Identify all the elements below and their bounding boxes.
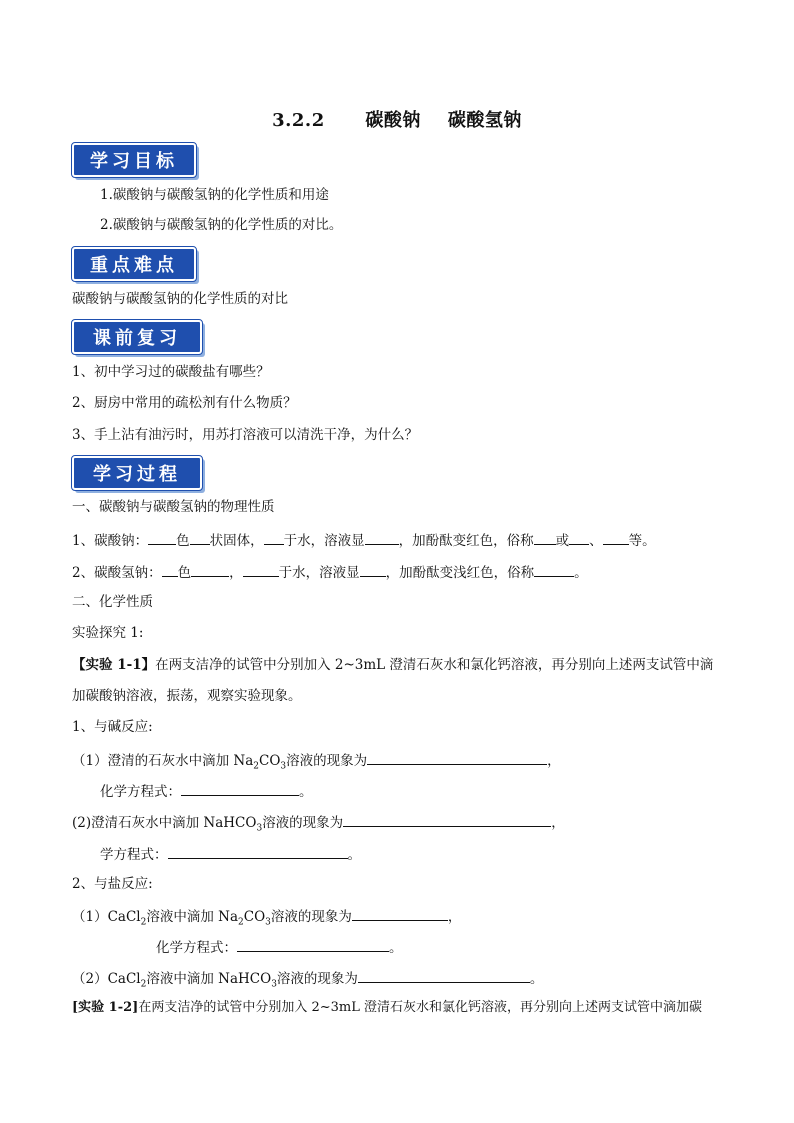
text: 溶液的现象为	[262, 815, 344, 831]
text: 状固体，	[209, 533, 264, 549]
text: 溶液的现象为	[276, 971, 358, 987]
blank[interactable]	[365, 529, 399, 545]
subheading-base: 1、与碱反应:	[72, 719, 153, 735]
text: 在两支洁净的试管中分别加入 2~3mL 澄清石灰水和氯化钙溶液，再分别向上述两支试管中滴	[155, 657, 714, 673]
text: ，	[447, 909, 462, 925]
text: CO	[243, 909, 266, 925]
text: 色	[177, 565, 192, 581]
subscript: 2	[140, 917, 147, 928]
answer-blank[interactable]	[352, 905, 448, 921]
text: 、	[589, 533, 603, 549]
text: ，	[229, 565, 243, 581]
section-tag-review: 课前复习	[72, 320, 202, 354]
explore-label: 实验探究 1:	[72, 625, 144, 641]
text: 于水，溶液显	[283, 533, 365, 549]
text: CO	[258, 753, 281, 769]
text: 。	[529, 971, 544, 987]
heading-chemical: 二、化学性质	[72, 594, 153, 610]
subscript: 3	[271, 979, 277, 990]
subscript: 3	[280, 761, 287, 772]
answer-blank[interactable]	[358, 967, 530, 983]
section-tag-goals: 学习目标	[72, 143, 196, 177]
blank[interactable]	[190, 529, 210, 545]
question-2	[72, 811, 565, 833]
text: 化学方程式：	[100, 784, 181, 800]
text: 或	[555, 533, 570, 549]
nahco3-label: 2、碳酸氢钠：	[72, 565, 162, 581]
blank[interactable]	[603, 529, 629, 545]
question-1	[72, 749, 561, 771]
goal-item-1: 1.碳酸钠与碳酸氢钠的化学性质和用途	[100, 187, 329, 203]
blank[interactable]	[162, 561, 178, 577]
text: ，	[547, 753, 561, 769]
blank[interactable]	[534, 561, 574, 577]
question-3	[72, 905, 461, 927]
answer-blank[interactable]	[237, 936, 389, 952]
nahco3-fill-line	[72, 561, 588, 583]
text: ，加酚酞变红色，俗称	[398, 533, 534, 549]
text: 。	[347, 847, 361, 863]
review-question-2: 2、厨房中常用的疏松剂有什么物质？	[72, 395, 297, 411]
subscript: 3	[265, 917, 271, 928]
answer-blank[interactable]	[343, 811, 551, 827]
text: 色	[176, 533, 190, 549]
page-title: 3.2.2 碳酸钠 碳酸氢钠	[272, 110, 522, 131]
blank[interactable]	[360, 561, 386, 577]
blank[interactable]	[148, 529, 176, 545]
blank[interactable]	[243, 561, 279, 577]
answer-blank[interactable]	[181, 780, 299, 796]
text: （1）澄清的石灰水中滴加 Na	[72, 753, 254, 769]
question-4	[72, 967, 543, 989]
section-tag-key: 重点难点	[72, 247, 196, 281]
blank[interactable]	[191, 561, 229, 577]
subscript: 3	[256, 823, 263, 834]
equation-3	[156, 936, 403, 958]
equation-2	[100, 843, 361, 865]
answer-blank[interactable]	[168, 843, 348, 859]
subheading-salt: 2、与盐反应:	[72, 876, 153, 892]
text: 溶液的现象为	[270, 909, 352, 925]
experiment-2-line-1	[72, 998, 702, 1018]
experiment-1-line-2: 加碳酸钠溶液，振荡，观察实验现象。	[72, 688, 302, 704]
text: 。	[574, 565, 588, 581]
subscript: 2	[140, 979, 147, 990]
experiment-1-label: 【实验 1-1】	[72, 657, 156, 673]
text: (2)澄清石灰水中滴加 NaHCO	[72, 815, 257, 831]
text: ，	[551, 815, 565, 831]
blank[interactable]	[569, 529, 589, 545]
review-question-3: 3、手上沾有油污时，用苏打溶液可以清洗干净，为什么？	[72, 427, 419, 443]
text: ，加酚酞变浅红色，俗称	[385, 565, 535, 581]
text: 在两支洁净的试管中分别加入 2~3mL 澄清石灰水和氯化钙溶液，再分别向上述两支试管中滴加碳	[138, 1000, 702, 1015]
text: 学方程式：	[100, 847, 168, 863]
equation-1	[100, 780, 313, 802]
text: 化学方程式：	[156, 940, 237, 956]
na2co3-label: 1、碳酸钠：	[72, 533, 149, 549]
answer-blank[interactable]	[367, 749, 547, 765]
text: 。	[389, 940, 403, 956]
experiment-2-label: [实验 1-2]	[72, 1000, 139, 1015]
review-question-1: 1、初中学习过的碳酸盐有哪些？	[72, 364, 270, 380]
text: （1）CaCl	[72, 909, 141, 925]
heading-physical: 一、碳酸钠与碳酸氢钠的物理性质	[72, 499, 275, 515]
text: 等。	[628, 533, 656, 549]
blank[interactable]	[264, 529, 284, 545]
goal-item-2: 2.碳酸钠与碳酸氢钠的化学性质的对比。	[100, 217, 343, 233]
subscript: 2	[253, 761, 259, 772]
na2co3-fill-line	[72, 529, 656, 551]
text: 溶液中滴加 NaHCO	[146, 971, 272, 987]
text: 。	[299, 784, 313, 800]
section-tag-process: 学习过程	[72, 456, 202, 490]
blank[interactable]	[534, 529, 556, 545]
text: 于水，溶液显	[278, 565, 360, 581]
key-text: 碳酸钠与碳酸氢钠的化学性质的对比	[72, 291, 288, 307]
subscript: 2	[238, 917, 244, 928]
text: （2）CaCl	[72, 971, 141, 987]
experiment-1-line-1	[72, 655, 713, 675]
text: 溶液中滴加 Na	[146, 909, 239, 925]
text: 溶液的现象为	[286, 753, 368, 769]
